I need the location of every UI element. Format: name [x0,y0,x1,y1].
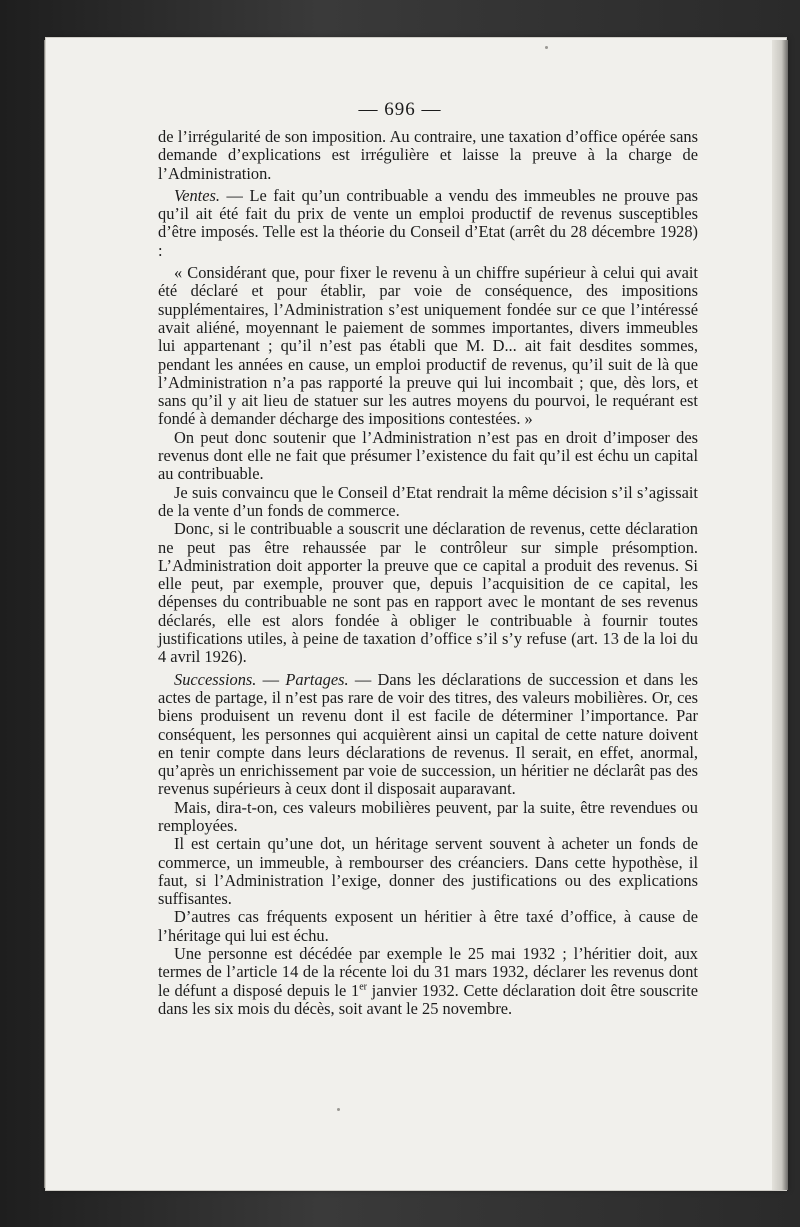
paragraph: On peut donc soutenir que l’Administration n’est pas en droit d’imposer des revenus dont elle ne fait que présumer l’existence du fait qu’il est échu un capital au contribuable. [158,427,698,484]
scan-speck [545,46,548,49]
page-right-edge [772,40,788,1190]
paragraph-text: Une personne est décédée par exemple le 25 mai 1932 ; l’héritier doit, aux termes de l’article 14 de la récente loi du 31 mars 1932, déclarer les revenus dont le défunt a disposé depuis le 1 [158,944,698,1000]
paragraph: Mais, dira-t-on, ces valeurs mobilières peuvent, par la suite, être revendues ou remployées. [158,797,698,835]
section-label-successions: Successions. [174,669,257,689]
section-label-ventes: Ventes. [174,185,220,205]
paragraph: Je suis convaincu que le Conseil d’Etat rendrait la même décision s’il s’agissait de la vente d’un fonds de commerce. [158,482,698,520]
paragraph [158,671,698,799]
paragraph-text: — Le fait qu’un contribuable a vendu des immeubles ne prouve pas qu’il ait été fait du prix de vente un emploi productif de revenus susceptibles d’être imposés. Telle est la théorie du Conseil d’Etat (arrêt du 28 décembre 1928) : [158,185,698,260]
paragraph: de l’irrégularité de son imposition. Au contraire, une taxation d’office opérée sans demande d’explications est irrégulière et laisse la preuve à la charge de l’Administration. [158,127,698,183]
paragraph: Donc, si le contribuable a souscrit une déclaration de revenus, cette déclaration ne peut pas être rehaussée par le contrôleur sur simple présomption. L’Administration doit apporter la preuve que ce capital a produit des revenus. Si elle peut, par exemple, prouver que, depuis l’acquisition de ce capital, les dépenses du contribuable ne sont pas en rapport avec le montant de ses revenus déclarés, elle est alors fondée à obliger le contribuable à fournir toutes justifications utiles, à peine de taxation d’office s’il s’y refuse (art. 13 de la loi du 4 avril 1926). [158,519,698,667]
paragraph [158,945,698,1018]
paragraph-text: — Dans les déclarations de succession et dans les actes de partage, il n’est pas rare de voir des titres, des valeurs mobilières. Or, ces biens produisent un revenu dont il est facile de déterminer l’importance. Par conséquent, les personnes qui acquièrent ainsi un capital de cette nature doivent en tenir compte dans leurs déclarations de revenus. Il serait, en effet, anormal, qu’après un enrichissement par voie de succession, un héritier ne déclarât pas des revenus supérieurs à ceux dont il disposait auparavant. [158,669,699,799]
page-body [158,128,698,1018]
superscript: er [359,981,367,993]
paragraph [158,187,698,260]
paragraph-text: janvier 1932. Cette déclaration doit être souscrite dans les six mois du décès, soit avant le 25 novembre. [158,980,698,1018]
page-number: — 696 — [358,99,442,120]
label-separator: — [256,669,286,689]
paragraph: Il est certain qu’une dot, un héritage servent souvent à acheter un fonds de commerce, un immeuble, à rembourser des créanciers. Dans cette hypothèse, il faut, si l’Administration l’exige, donner des justifications ou des explications suffisantes. [158,834,698,909]
scan-speck [337,1108,340,1111]
paragraph: D’autres cas fréquents exposent un héritier à être taxé d’office, à cause de l’héritage qui lui est échu. [158,907,698,945]
section-label-partages: Partages. [285,669,349,689]
quoted-paragraph: « Considérant que, pour fixer le revenu à un chiffre supérieur à celui qui avait été déclaré et pour établir, par voie de conséquence, des impositions supplémentaires, l’Administration s’est uniquement fondée sur ce que l’intéressé avait aliéné, moyennant le paiement de sommes importantes, divers immeubles lui appartenant ; qu’il n’est pas établi que M. D... ait fait desdites sommes, pendant les années en cause, un emploi productif de revenus, qu’il suit de là que l’Administration n’a pas rapporté la preuve qui lui incombait ; que, dès lors, et sans qu’il y ait lieu de statuer sur les autres moyens du pourvoi, le requérant est fondé à demander décharge des impositions contestées. » [158,263,698,429]
